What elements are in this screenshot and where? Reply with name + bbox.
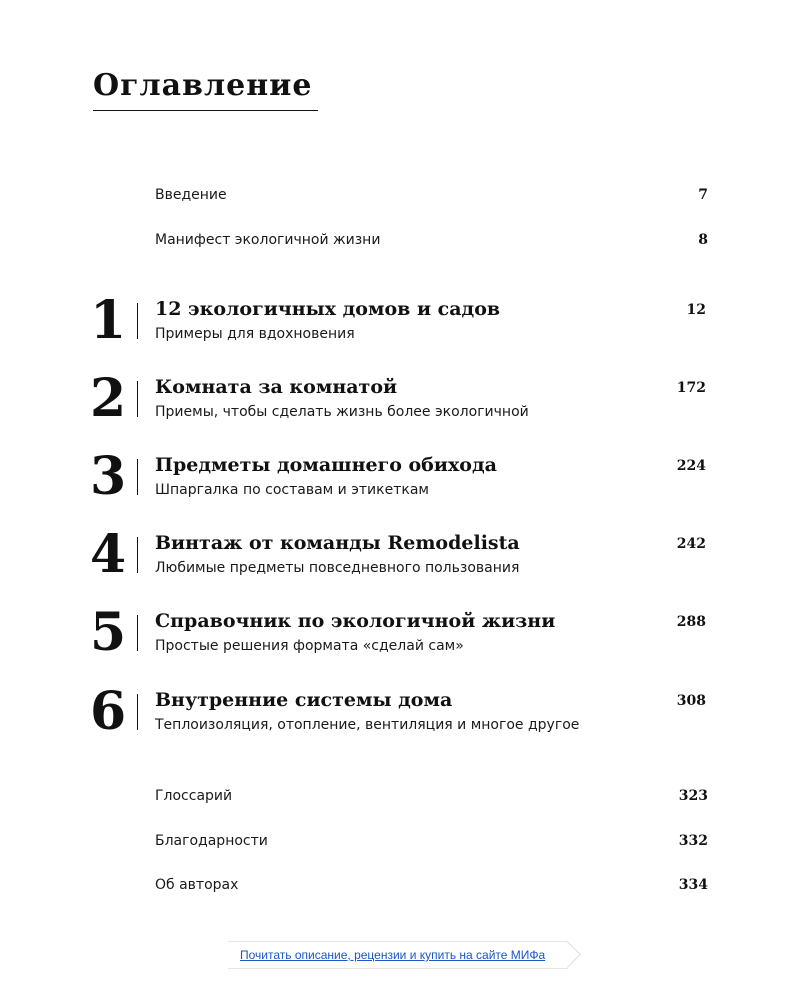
chapter-number: 5 <box>90 602 127 663</box>
page-title: Оглавление <box>93 68 313 103</box>
chapter-page-number: 308 <box>676 693 706 709</box>
entry-label: Введение <box>155 187 227 203</box>
chapter-number: 4 <box>90 524 127 585</box>
toc-chapter-2[interactable] <box>0 368 800 439</box>
chapter-page-number: 242 <box>676 536 706 552</box>
entry-page-number: 334 <box>678 877 708 893</box>
buy-link[interactable]: Почитать описание, рецензии и купить на сайте МИФа <box>240 948 546 962</box>
toc-chapter-5[interactable] <box>0 602 800 673</box>
chapter-title: Справочник по экологичной жизни <box>155 610 556 632</box>
chapter-divider <box>137 381 138 417</box>
chapter-subtitle: Примеры для вдохновения <box>155 326 355 342</box>
toc-entry-introduction[interactable] <box>0 184 800 208</box>
title-underline <box>93 110 318 111</box>
toc-chapter-6[interactable] <box>0 681 800 752</box>
chapter-page-number: 224 <box>676 458 706 474</box>
toc-entry-glossary[interactable] <box>0 785 800 809</box>
chapter-subtitle: Шпаргалка по составам и этикеткам <box>155 482 429 498</box>
chapter-title: Предметы домашнего обихода <box>155 454 497 476</box>
entry-page-number: 8 <box>698 232 708 248</box>
chapter-divider <box>137 615 138 651</box>
chapter-divider <box>137 694 138 730</box>
chapter-subtitle: Теплоизоляция, отопление, вентиляция и многое другое <box>155 717 580 733</box>
chapter-title: 12 экологичных домов и садов <box>155 298 501 320</box>
chapter-divider <box>137 537 138 573</box>
buy-link-banner <box>228 941 568 969</box>
chapter-title: Внутренние системы дома <box>155 689 453 711</box>
chapter-subtitle: Простые решения формата «сделай сам» <box>155 638 464 654</box>
entry-label: Об авторах <box>155 877 239 893</box>
entry-label: Благодарности <box>155 833 268 849</box>
chapter-divider <box>137 459 138 495</box>
toc-entry-acknowledgements[interactable] <box>0 830 800 854</box>
entry-page-number: 332 <box>678 833 708 849</box>
chapter-page-number: 288 <box>676 614 706 630</box>
entry-label: Манифест экологичной жизни <box>155 232 381 248</box>
chapter-page-number: 12 <box>686 302 706 318</box>
toc-entry-about-authors[interactable] <box>0 874 800 898</box>
chapter-number: 2 <box>90 368 127 429</box>
chapter-subtitle: Любимые предметы повседневного пользования <box>155 560 520 576</box>
toc-chapter-3[interactable] <box>0 446 800 517</box>
toc-chapter-4[interactable] <box>0 524 800 595</box>
chapter-page-number: 172 <box>676 380 706 396</box>
chapter-number: 6 <box>90 681 127 742</box>
chapter-subtitle: Приемы, чтобы сделать жизнь более экологичной <box>155 404 529 420</box>
entry-page-number: 7 <box>698 187 708 203</box>
chapter-divider <box>137 303 138 339</box>
entry-label: Глоссарий <box>155 788 233 804</box>
chapter-title: Винтаж от команды Remodelista <box>155 532 520 554</box>
toc-entry-manifesto[interactable] <box>0 229 800 253</box>
toc-chapter-1[interactable] <box>0 290 800 361</box>
entry-page-number: 323 <box>678 788 708 804</box>
chapter-title: Комната за комнатой <box>155 376 398 398</box>
chapter-number: 1 <box>90 290 127 351</box>
chapter-number: 3 <box>90 446 127 507</box>
